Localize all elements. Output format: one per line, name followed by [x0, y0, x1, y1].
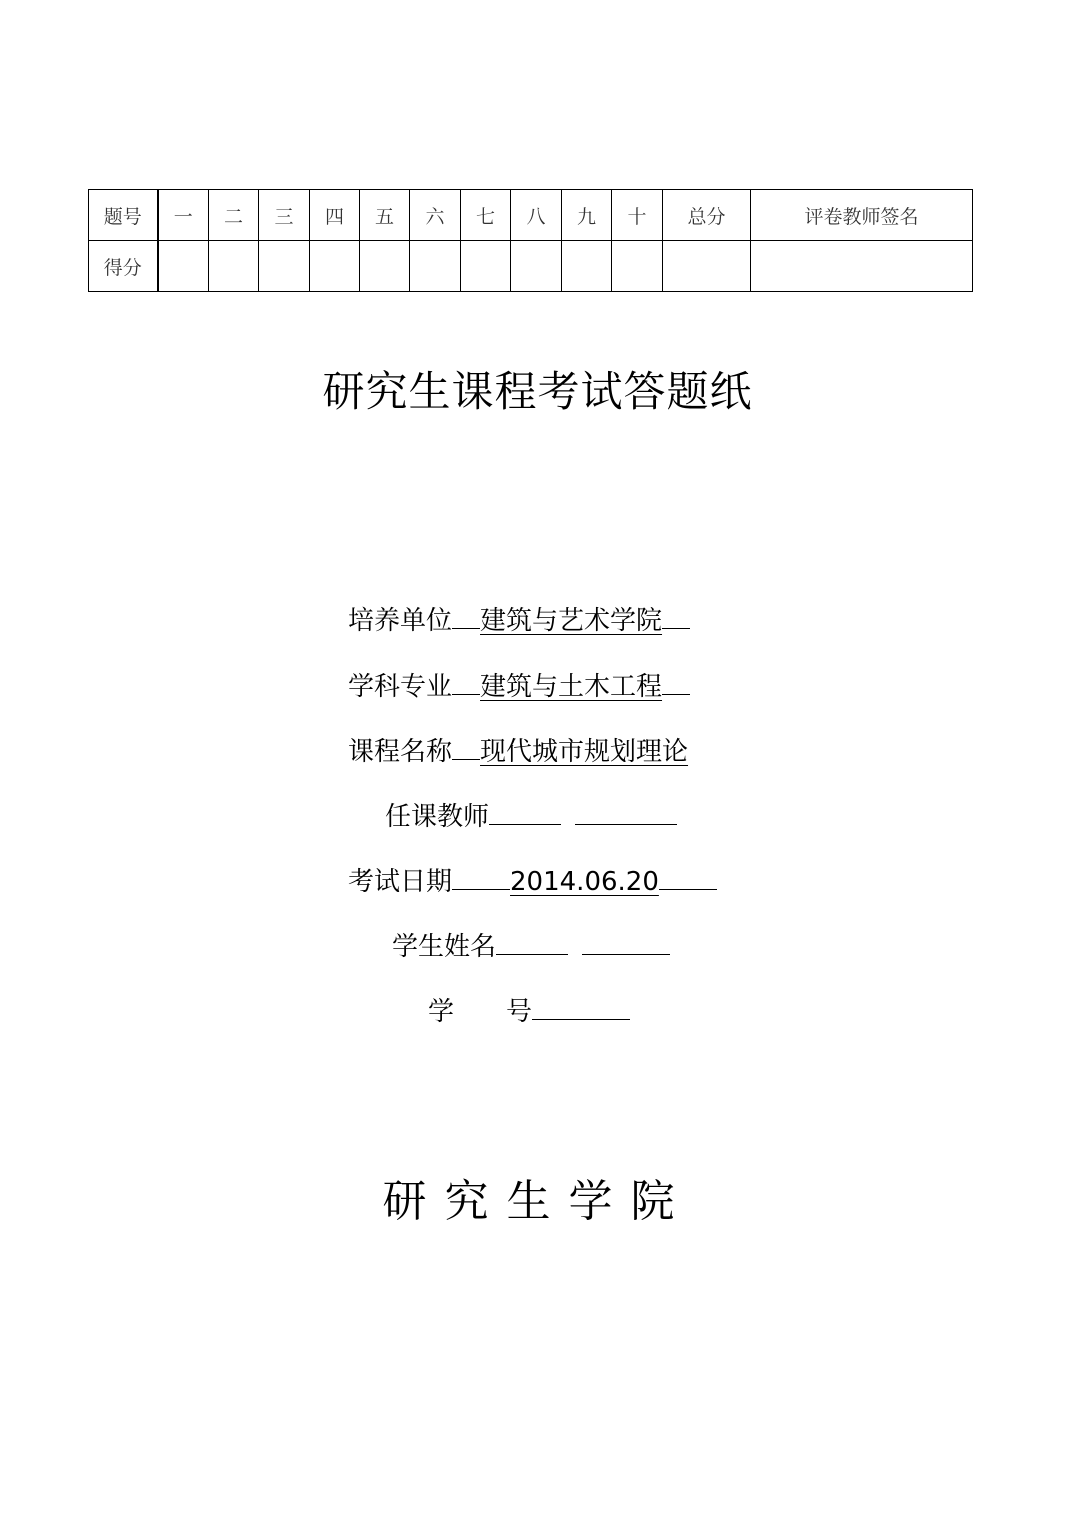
training-unit-value: 建筑与艺术学院 [480, 606, 663, 636]
page-title: 研究生课程考试答题纸 [322, 367, 753, 416]
exam-date-value: 2014.06.20 [510, 867, 659, 897]
student-id-label: 学 号 [428, 997, 533, 1027]
score-table-score-row [89, 241, 973, 292]
score-cell-7 [461, 241, 511, 292]
question-4-header: 四 [310, 190, 360, 241]
question-2-header: 二 [209, 190, 259, 241]
student-name-label: 学生姓名 [392, 932, 497, 962]
question-1-header: 一 [158, 190, 209, 241]
total-score-header: 总分 [663, 190, 751, 241]
score-cell-6 [410, 241, 461, 292]
score-cell-4 [310, 241, 360, 292]
score-cell-10 [612, 241, 663, 292]
major-label: 学科专业 [348, 672, 453, 702]
question-number-label: 题号 [89, 190, 158, 241]
question-7-header: 七 [461, 190, 511, 241]
score-cell-8 [511, 241, 562, 292]
question-6-header: 六 [410, 190, 461, 241]
training-unit-field [348, 598, 690, 641]
total-score-cell [663, 241, 751, 292]
question-8-header: 八 [511, 190, 562, 241]
score-table-header-row [89, 190, 973, 241]
major-field [348, 664, 690, 707]
training-unit-label: 培养单位 [348, 606, 453, 636]
score-cell-3 [259, 241, 310, 292]
course-name-field [348, 729, 688, 772]
question-5-header: 五 [360, 190, 410, 241]
score-cell-1 [158, 241, 209, 292]
grader-signature-header: 评卷教师签名 [751, 190, 973, 241]
graduate-school-footer: 研究生学院 [382, 1176, 693, 1227]
grader-signature-cell [751, 241, 973, 292]
exam-date-label: 考试日期 [348, 867, 453, 897]
question-3-header: 三 [259, 190, 310, 241]
teacher-label: 任课教师 [385, 802, 490, 832]
student-id-field [428, 989, 630, 1032]
student-name-field [392, 924, 670, 967]
score-cell-2 [209, 241, 259, 292]
course-name-value: 现代城市规划理论 [480, 737, 689, 767]
question-10-header: 十 [612, 190, 663, 241]
score-table [88, 189, 973, 292]
course-name-label: 课程名称 [348, 737, 453, 767]
question-9-header: 九 [562, 190, 612, 241]
score-cell-5 [360, 241, 410, 292]
score-row-label: 得分 [89, 241, 158, 292]
teacher-field [385, 794, 677, 837]
major-value: 建筑与土木工程 [480, 672, 663, 702]
score-cell-9 [562, 241, 612, 292]
exam-date-field [348, 859, 717, 902]
